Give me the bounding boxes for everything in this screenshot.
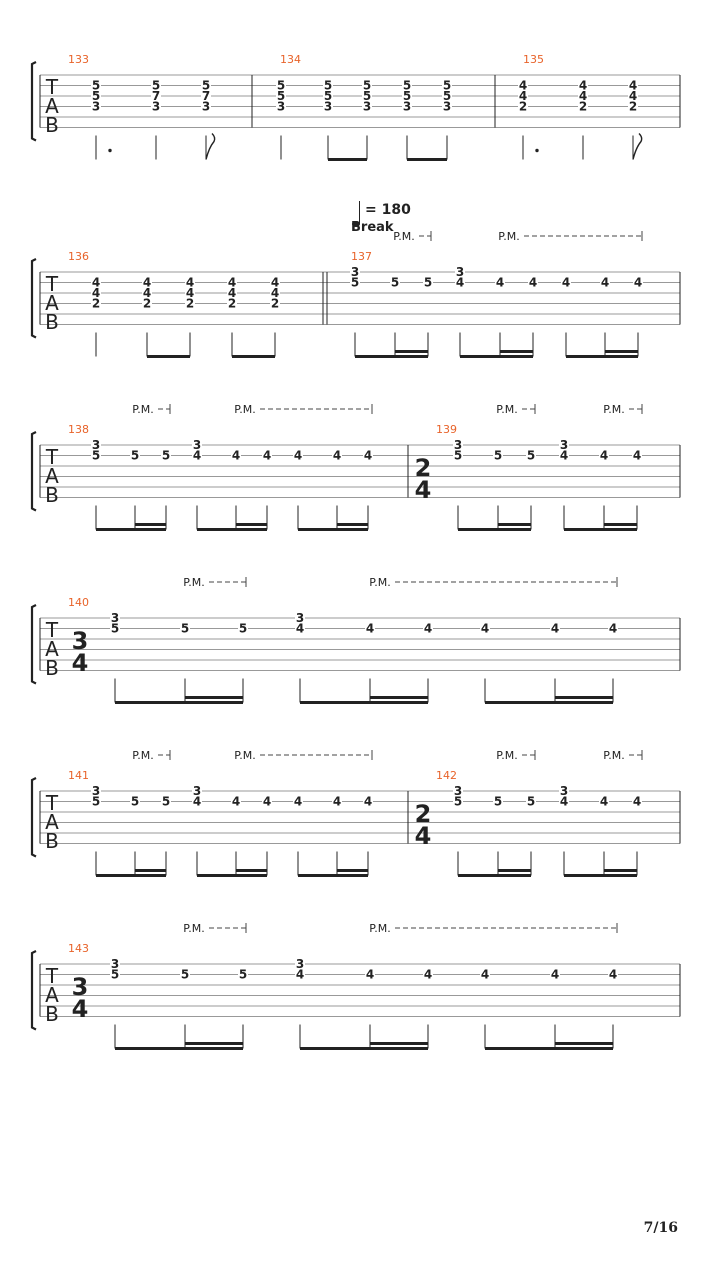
palm-mute-label: P.M. bbox=[603, 749, 625, 762]
measure-number: 142 bbox=[436, 769, 457, 782]
fret-number: 4 bbox=[262, 794, 272, 809]
fret-number: 4 bbox=[332, 794, 342, 809]
fret-number: 4 bbox=[550, 621, 560, 636]
fret-number: 7 bbox=[201, 89, 211, 103]
fret-number: 4 bbox=[365, 621, 375, 636]
time-sig-top: 2 bbox=[414, 454, 432, 482]
fret-number: 4 bbox=[632, 448, 642, 463]
fret-number: 5 bbox=[238, 621, 248, 636]
fret-number: 5 bbox=[493, 448, 503, 463]
fret-number: 3 bbox=[453, 784, 463, 798]
palm-mute-label: P.M. bbox=[369, 576, 391, 589]
page-number: 7/16 bbox=[643, 1220, 678, 1236]
fret-number: 3 bbox=[276, 99, 286, 114]
fret-number: 5 bbox=[362, 78, 372, 93]
palm-mute-label: P.M. bbox=[496, 403, 518, 416]
measure-number: 138 bbox=[68, 423, 89, 436]
fret-number: 3 bbox=[350, 265, 360, 279]
palm-mute-label: P.M. bbox=[498, 230, 520, 243]
fret-number: 4 bbox=[628, 78, 638, 93]
fret-number: 4 bbox=[423, 967, 433, 982]
tab-clef-letter: T bbox=[45, 272, 59, 296]
fret-number: 5 bbox=[91, 78, 101, 93]
fret-number: 4 bbox=[293, 794, 303, 809]
fret-number: 3 bbox=[110, 957, 120, 971]
fret-number: 4 bbox=[495, 275, 505, 290]
fret-number: 4 bbox=[608, 621, 618, 636]
tab-system bbox=[32, 923, 680, 1049]
palm-mute-label: P.M. bbox=[496, 749, 518, 762]
fret-number: 5 bbox=[276, 89, 286, 103]
fret-number: 2 bbox=[628, 99, 638, 114]
time-sig-bottom: 4 bbox=[414, 476, 432, 504]
fret-number: 5 bbox=[130, 448, 140, 463]
tab-clef-letter: A bbox=[45, 94, 59, 118]
tab-clef-letter: A bbox=[45, 464, 59, 488]
fret-number: 5 bbox=[453, 448, 463, 463]
fret-number: 2 bbox=[578, 99, 588, 114]
fret-number: 5 bbox=[238, 967, 248, 982]
fret-number: 2 bbox=[142, 296, 152, 311]
fret-number: 5 bbox=[526, 448, 536, 463]
time-sig-top: 3 bbox=[71, 973, 89, 1001]
fret-number: 5 bbox=[323, 89, 333, 103]
measure-number: 133 bbox=[68, 53, 89, 66]
fret-number: 4 bbox=[608, 967, 618, 982]
time-sig-bottom: 4 bbox=[71, 649, 89, 677]
tab-clef-letter: A bbox=[45, 983, 59, 1007]
tab-clef-letter: B bbox=[45, 656, 59, 680]
fret-number: 5 bbox=[323, 78, 333, 93]
fret-number: 5 bbox=[161, 448, 171, 463]
fret-number: 3 bbox=[362, 99, 372, 114]
system-bracket bbox=[32, 778, 36, 857]
fret-number: 3 bbox=[402, 99, 412, 114]
fret-number: 4 bbox=[600, 275, 610, 290]
fret-number: 5 bbox=[350, 275, 360, 290]
fret-number: 4 bbox=[363, 794, 373, 809]
fret-number: 4 bbox=[295, 621, 305, 636]
fret-number: 3 bbox=[559, 438, 569, 452]
fret-number: 4 bbox=[559, 448, 569, 463]
measure-number: 137 bbox=[351, 250, 372, 263]
fret-number: 5 bbox=[276, 78, 286, 93]
fret-number: 2 bbox=[185, 296, 195, 311]
fret-number: 2 bbox=[227, 296, 237, 311]
fret-number: 3 bbox=[192, 438, 202, 452]
fret-number: 5 bbox=[180, 967, 190, 982]
fret-number: 4 bbox=[192, 794, 202, 809]
fret-number: 4 bbox=[599, 448, 609, 463]
fret-number: 4 bbox=[185, 275, 195, 290]
fret-number: 5 bbox=[161, 794, 171, 809]
fret-number: 3 bbox=[559, 784, 569, 798]
fret-number: 3 bbox=[453, 438, 463, 452]
fret-number: 2 bbox=[270, 296, 280, 311]
fret-number: 4 bbox=[628, 89, 638, 103]
fret-number: 5 bbox=[151, 78, 161, 93]
fret-number: 3 bbox=[295, 611, 305, 625]
fret-number: 5 bbox=[526, 794, 536, 809]
tab-clef-letter: B bbox=[45, 483, 59, 507]
tab-clef-letter: B bbox=[45, 1002, 59, 1026]
fret-number: 5 bbox=[453, 794, 463, 809]
time-sig-top: 3 bbox=[71, 627, 89, 655]
fret-number: 4 bbox=[518, 78, 528, 93]
fret-number: 5 bbox=[442, 89, 452, 103]
system-bracket bbox=[32, 605, 36, 684]
time-sig-bottom: 4 bbox=[71, 995, 89, 1023]
fret-number: 5 bbox=[390, 275, 400, 290]
fret-number: 4 bbox=[91, 275, 101, 290]
fret-number: 4 bbox=[480, 621, 490, 636]
fret-number: 5 bbox=[493, 794, 503, 809]
fret-number: 4 bbox=[480, 967, 490, 982]
fret-number: 5 bbox=[130, 794, 140, 809]
system-bracket bbox=[32, 432, 36, 511]
fret-number: 3 bbox=[192, 784, 202, 798]
palm-mute-label: P.M. bbox=[393, 230, 415, 243]
palm-mute-label: P.M. bbox=[603, 403, 625, 416]
tab-clef-letter: B bbox=[45, 310, 59, 334]
fret-number: 4 bbox=[231, 448, 241, 463]
palm-mute-label: P.M. bbox=[183, 576, 205, 589]
tab-clef-letter: A bbox=[45, 810, 59, 834]
tab-system bbox=[32, 577, 680, 703]
fret-number: 5 bbox=[180, 621, 190, 636]
tab-clef-letter: T bbox=[45, 791, 59, 815]
system-bracket bbox=[32, 62, 36, 141]
fret-number: 4 bbox=[518, 89, 528, 103]
fret-number: 3 bbox=[442, 99, 452, 114]
tab-clef-letter: A bbox=[45, 637, 59, 661]
measure-number: 135 bbox=[523, 53, 544, 66]
fret-number: 3 bbox=[295, 957, 305, 971]
fret-number: 5 bbox=[91, 89, 101, 103]
fret-number: 4 bbox=[293, 448, 303, 463]
fret-number: 7 bbox=[151, 89, 161, 103]
fret-number: 4 bbox=[365, 967, 375, 982]
measure-number: 136 bbox=[68, 250, 89, 263]
fret-number: 2 bbox=[518, 99, 528, 114]
fret-number: 5 bbox=[110, 967, 120, 982]
fret-number: 5 bbox=[201, 78, 211, 93]
tab-clef-letter: T bbox=[45, 75, 59, 99]
fret-number: 4 bbox=[295, 967, 305, 982]
fret-number: 3 bbox=[91, 784, 101, 798]
system-bracket bbox=[32, 951, 36, 1030]
tab-system bbox=[32, 750, 680, 876]
fret-number: 4 bbox=[231, 794, 241, 809]
fret-number: 4 bbox=[142, 275, 152, 290]
fret-number: 5 bbox=[110, 621, 120, 636]
tab-clef-letter: T bbox=[45, 618, 59, 642]
fret-number: 4 bbox=[363, 448, 373, 463]
fret-number: 5 bbox=[442, 78, 452, 93]
tab-system bbox=[32, 404, 680, 530]
palm-mute-label: P.M. bbox=[234, 749, 256, 762]
fret-number: 4 bbox=[578, 89, 588, 103]
measure-number: 141 bbox=[68, 769, 89, 782]
fret-number: 4 bbox=[599, 794, 609, 809]
tab-clef-letter: B bbox=[45, 829, 59, 853]
fret-number: 3 bbox=[110, 611, 120, 625]
fret-number: 4 bbox=[633, 275, 643, 290]
time-sig-top: 2 bbox=[414, 800, 432, 828]
dot bbox=[108, 149, 111, 152]
eighth-flag bbox=[633, 134, 642, 160]
fret-number: 4 bbox=[578, 78, 588, 93]
palm-mute-label: P.M. bbox=[369, 922, 391, 935]
measure-number: 143 bbox=[68, 942, 89, 955]
fret-number: 4 bbox=[332, 448, 342, 463]
fret-number: 5 bbox=[402, 78, 412, 93]
fret-number: 4 bbox=[91, 286, 101, 300]
fret-number: 4 bbox=[227, 286, 237, 300]
palm-mute-label: P.M. bbox=[234, 403, 256, 416]
fret-number: 5 bbox=[423, 275, 433, 290]
fret-number: 5 bbox=[402, 89, 412, 103]
palm-mute-label: P.M. bbox=[132, 749, 154, 762]
fret-number: 4 bbox=[262, 448, 272, 463]
tab-clef-letter: T bbox=[45, 964, 59, 988]
fret-number: 4 bbox=[528, 275, 538, 290]
fret-number: 4 bbox=[185, 286, 195, 300]
fret-number: 3 bbox=[323, 99, 333, 114]
fret-number: 3 bbox=[151, 99, 161, 114]
palm-mute-label: P.M. bbox=[183, 922, 205, 935]
fret-number: 5 bbox=[91, 794, 101, 809]
fret-number: 4 bbox=[559, 794, 569, 809]
fret-number: 5 bbox=[91, 448, 101, 463]
fret-number: 5 bbox=[362, 89, 372, 103]
fret-number: 4 bbox=[561, 275, 571, 290]
fret-number: 4 bbox=[142, 286, 152, 300]
tab-clef-letter: A bbox=[45, 291, 59, 315]
measure-number: 139 bbox=[436, 423, 457, 436]
fret-number: 3 bbox=[455, 265, 465, 279]
fret-number: 4 bbox=[455, 275, 465, 290]
eighth-flag bbox=[206, 134, 215, 160]
tab-clef-letter: B bbox=[45, 113, 59, 137]
tab-clef-letter: T bbox=[45, 445, 59, 469]
measure-number: 134 bbox=[280, 53, 301, 66]
fret-number: 3 bbox=[91, 99, 101, 114]
section-label-break: Break bbox=[351, 220, 394, 235]
system-bracket bbox=[32, 259, 36, 338]
fret-number: 4 bbox=[632, 794, 642, 809]
time-sig-bottom: 4 bbox=[414, 822, 432, 850]
fret-number: 4 bbox=[550, 967, 560, 982]
tempo-bpm: = 180 bbox=[365, 202, 411, 218]
fret-number: 4 bbox=[423, 621, 433, 636]
palm-mute-label: P.M. bbox=[132, 403, 154, 416]
fret-number: 2 bbox=[91, 296, 101, 311]
fret-number: 4 bbox=[192, 448, 202, 463]
fret-number: 4 bbox=[227, 275, 237, 290]
dot bbox=[535, 149, 538, 152]
fret-number: 3 bbox=[201, 99, 211, 114]
fret-number: 3 bbox=[91, 438, 101, 452]
measure-number: 140 bbox=[68, 596, 89, 609]
fret-number: 4 bbox=[270, 286, 280, 300]
fret-number: 4 bbox=[270, 275, 280, 290]
